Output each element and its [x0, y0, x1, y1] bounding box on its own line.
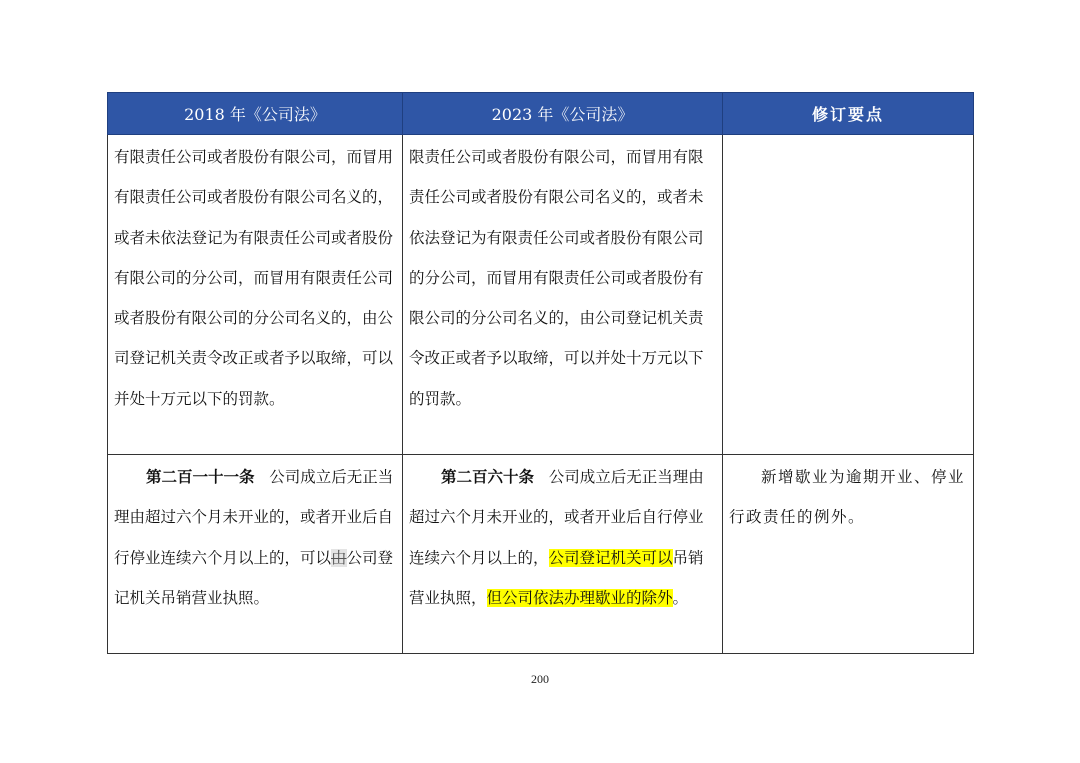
article-text-middle: 吊销营业执照，	[409, 548, 704, 607]
comparison-table	[107, 92, 974, 654]
article-text: 公司成立后无正当理由超过六个月未开业的，或者开业后自行停业连续六个月以上的，可以	[114, 468, 394, 567]
cell-2023-article-260	[403, 455, 723, 654]
cell-2018-article-211	[108, 455, 403, 654]
cell-revision-note	[723, 135, 974, 455]
header-revision-points: 修订要点	[723, 93, 974, 135]
table-row	[108, 455, 974, 654]
cell-2018-text: 有限责任公司或者股份有限公司，而冒用有限责任公司或者股份有限公司名义的，或者未依法登记为有限责任公司或者股份有限公司的分公司，而冒用有限责任公司或者股份有限公司的分公司名义的，由公司登记机关责令改正或者予以取缔，可以并处十万元以下的罚款。	[108, 135, 403, 455]
highlighted-text: 但公司依法办理歇业的除外	[486, 588, 673, 607]
article-text: 公司成立后无正当理由超过六个月未开业的，或者开业后自行停业连续六个月以上的，	[409, 468, 704, 567]
revision-note-text: 新增歇业为逾期开业、停业行政责任的例外。	[729, 468, 966, 527]
header-2023-law: 2023 年《公司法》	[403, 93, 723, 135]
article-text-end: 。	[672, 588, 689, 607]
header-2018-law: 2018 年《公司法》	[108, 93, 403, 135]
cell-2023-text: 限责任公司或者股份有限公司，而冒用有限责任公司或者股份有限公司名义的，或者未依法登记为有限责任公司或者股份有限公司的分公司，而冒用有限责任公司或者股份有限公司的分公司名义的，由公司登记机关责令改正或者予以取缔，可以并处十万元以下的罚款。	[403, 135, 723, 455]
table-row	[108, 135, 974, 455]
article-number: 第二百一十一条	[146, 467, 255, 486]
cell-revision-note	[723, 455, 974, 654]
highlighted-text: 公司登记机关可以	[548, 548, 673, 567]
deleted-text: 由	[331, 548, 347, 567]
article-number: 第二百六十条	[441, 467, 535, 486]
page-number: 200	[531, 672, 549, 686]
article-text-end: 公司登记机关吊销营业执照。	[114, 548, 394, 607]
table-header-row	[108, 93, 974, 135]
